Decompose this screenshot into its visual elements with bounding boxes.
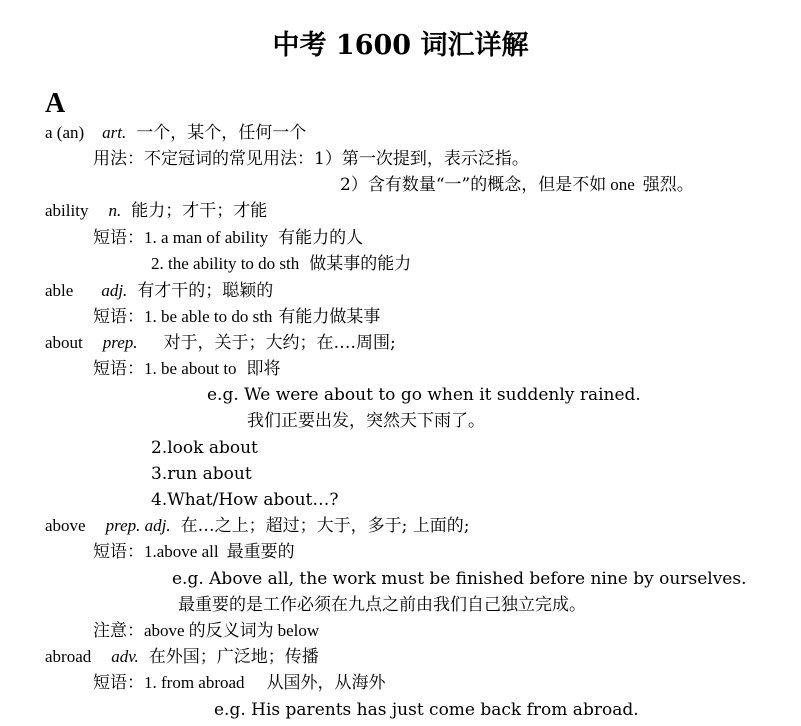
usage-text: 强烈。: [642, 175, 694, 195]
phrase-label: 短语：: [93, 542, 144, 562]
definition: 对于，关于；大约；在….周围;: [163, 333, 396, 353]
headword: above: [45, 516, 86, 535]
part-of-speech: art.: [102, 123, 127, 142]
entry-headword-line: [45, 332, 396, 354]
phrase-en: 1.above all: [144, 542, 219, 561]
headword: able: [45, 281, 74, 300]
part-of-speech: prep.: [102, 333, 138, 352]
headword: about: [45, 333, 83, 352]
entry-headword-line: [45, 646, 319, 668]
entry-headword-line: [45, 515, 469, 537]
phrase-en: 4.What/How about…?: [151, 490, 339, 510]
entry-headword-line: [45, 280, 273, 302]
headword: abroad: [45, 647, 92, 666]
phrase-line: [93, 541, 295, 563]
usage-text: 不定冠词的常见用法：1）第一次提到，表示泛指。: [144, 149, 529, 169]
phrase-line: [93, 672, 386, 694]
headword: a (an): [45, 123, 85, 142]
phrase-en: 3.run about: [151, 464, 252, 484]
phrase-cn: 有能力做某事: [278, 307, 381, 327]
example-cn: 我们正要出发，突然天下雨了。: [247, 411, 485, 431]
definition: 一个，某个，任何一个: [136, 123, 307, 143]
usage-line: [93, 148, 529, 170]
note-en: below: [277, 621, 320, 640]
part-of-speech: n.: [108, 201, 122, 220]
phrase-cn: 做某事的能力: [309, 254, 412, 274]
phrase-en: 2.look about: [151, 438, 258, 458]
example-cn: 最重要的是工作必须在九点之前由我们自己独立完成。: [178, 595, 586, 615]
phrase-line: [151, 253, 411, 275]
definition: 有才干的；聪颖的: [137, 281, 274, 301]
phrase-line: [93, 306, 380, 328]
note-label: 注意：: [93, 621, 144, 641]
entry-headword-line: [45, 200, 267, 222]
page-title: 中考 1600 词汇详解: [272, 30, 529, 61]
part-of-speech: adj.: [101, 281, 128, 300]
phrase-label: 短语：: [93, 673, 144, 693]
phrase-label: 短语：: [93, 359, 144, 379]
phrase-cn: 即将: [246, 359, 281, 379]
phrase-en: 2. the ability to do sth: [151, 254, 300, 273]
part-of-speech: prep. adj.: [105, 516, 171, 535]
definition: 在外国；广泛地；传播: [148, 647, 319, 667]
phrase-en: 1. a man of ability: [144, 228, 269, 247]
usage-line: [340, 174, 694, 196]
usage-label: 用法：: [93, 149, 144, 169]
section-letter: A: [45, 88, 66, 119]
usage-text: 2）含有数量“一”的概念，但是不如: [340, 175, 607, 195]
note-en: above: [144, 621, 185, 640]
part-of-speech: adv.: [111, 647, 139, 666]
example-en: e.g. We were about to go when it suddenly rained.: [207, 385, 641, 405]
entry-headword-line: [45, 122, 306, 144]
example-en: e.g. Above all, the work must be finished before nine by ourselves.: [172, 569, 747, 589]
headword: ability: [45, 201, 89, 220]
phrase-line: [93, 227, 363, 249]
note-cn: 的反义词为: [188, 621, 274, 641]
phrase-cn: 从国外，从海外: [266, 673, 386, 693]
phrase-line: [93, 358, 281, 380]
phrase-en: 1. from abroad: [144, 673, 245, 692]
phrase-label: 短语：: [93, 307, 144, 327]
phrase-en: 1. be about to: [144, 359, 237, 378]
note-line: [93, 620, 319, 642]
phrase-cn: 最重要的: [226, 542, 295, 562]
example-en: e.g. His parents has just come back from abroad.: [214, 700, 639, 720]
definition: 能力；才干；才能: [131, 201, 268, 221]
definition: 在…之上；超过；大于，多于; 上面的;: [180, 516, 470, 536]
phrase-cn: 有能力的人: [278, 228, 364, 248]
usage-text-en: one: [610, 175, 635, 194]
phrase-label: 短语：: [93, 228, 144, 248]
phrase-en: 1. be able to do sth: [144, 307, 273, 326]
